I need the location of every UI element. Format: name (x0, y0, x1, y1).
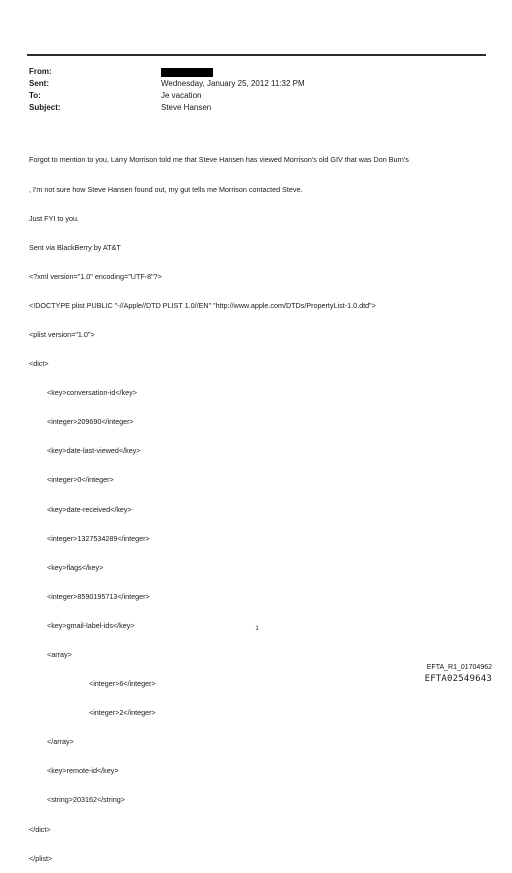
body-line: , I'm not sure how Steve Hansen found out, my gut tells me Morrison contacted Steve. (29, 184, 303, 194)
sent-row (29, 78, 479, 90)
redaction-box (161, 68, 213, 77)
to-label: To: (29, 91, 41, 100)
email-body (29, 136, 489, 873)
dict-line: <integer>8590195713</integer> (47, 591, 150, 601)
body-line: <!DOCTYPE plist PUBLIC "-//Apple//DTD PLIST 1.0//EN" "http://www.apple.com/DTDs/PropertyList-1.0.dtd"> (29, 300, 376, 310)
array-line: <integer>6</integer> (89, 679, 156, 689)
subject-label: Subject: (29, 103, 61, 112)
from-label: From: (29, 67, 52, 76)
dict-line: </array> (47, 737, 74, 747)
dict-line: <key>date-received</key> (47, 504, 132, 514)
document-id-secondary: EFTA02549643 (424, 674, 492, 684)
document-id-primary: EFTA_R1_01704962 (426, 664, 492, 671)
page-number: 1 (255, 626, 259, 632)
subject-row (29, 102, 479, 114)
closing-line: </dict> (29, 824, 51, 834)
to-row (29, 90, 479, 102)
sent-label: Sent: (29, 79, 49, 88)
dict-line: <integer>0</integer> (47, 475, 114, 485)
email-header (29, 66, 479, 114)
dict-line: <integer>209690</integer> (47, 417, 134, 427)
dict-line: <key>gmail-label-ids</key> (47, 620, 135, 630)
from-row (29, 66, 479, 78)
to-value: Je vacation (161, 91, 202, 100)
body-line: Just FYI to you. (29, 213, 79, 223)
dict-line: <key>flags</key> (47, 562, 104, 572)
dict-line: <string>203162</string> (47, 795, 125, 805)
sent-value: Wednesday, January 25, 2012 11:32 PM (161, 79, 305, 88)
body-line: Sent via BlackBerry by AT&T (29, 242, 121, 252)
dict-line: <key>remote-id</key> (47, 766, 119, 776)
body-line: <plist version="1.0"> (29, 329, 95, 339)
body-line: <?xml version="1.0" encoding="UTF-8"?> (29, 271, 162, 281)
body-line: Forgot to mention to you, Larry Morrison told me that Steve Hansen has viewed Morrison's old GIV that was Don Burn's (29, 155, 409, 165)
subject-value: Steve Hansen (161, 103, 212, 112)
body-line: <dict> (29, 359, 49, 369)
from-value (161, 66, 479, 78)
header-rule (27, 54, 486, 56)
dict-line: <key>conversation-id</key> (47, 388, 137, 398)
closing-line: </plist> (29, 853, 53, 863)
dict-line: <integer>1327534289</integer> (47, 533, 150, 543)
dict-line: <array> (47, 650, 72, 659)
array-line: <integer>2</integer> (89, 708, 156, 718)
dict-line: <key>date-last-viewed</key> (47, 446, 141, 456)
